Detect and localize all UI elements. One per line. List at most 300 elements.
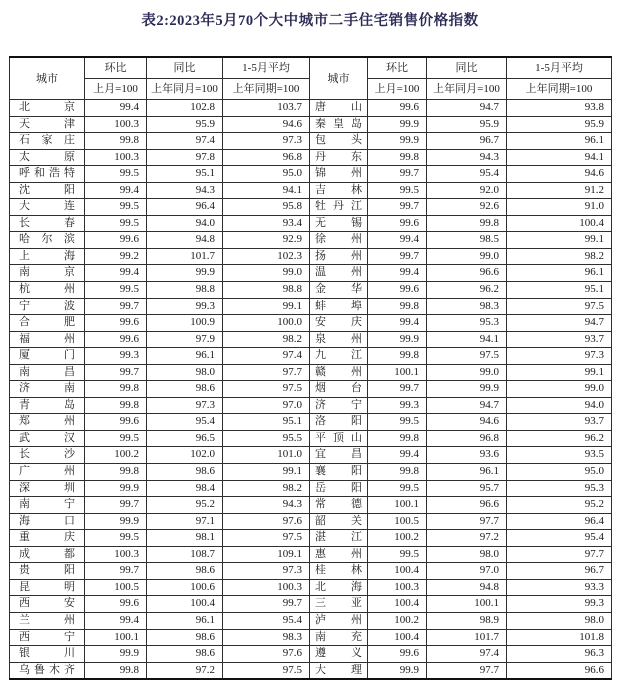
table-row — [10, 414, 612, 431]
city-cell: 青岛 — [10, 397, 85, 414]
value-cell: 99.8 — [368, 298, 427, 315]
value-cell: 99.1 — [223, 298, 310, 315]
header-city-left: 城市 — [10, 57, 85, 100]
value-cell: 99.9 — [368, 116, 427, 133]
value-cell: 100.3 — [85, 116, 147, 133]
city-cell: 蚌埠 — [310, 298, 368, 315]
value-cell: 95.5 — [223, 430, 310, 447]
value-cell: 98.8 — [147, 282, 223, 299]
value-cell: 97.0 — [223, 397, 310, 414]
value-cell: 96.2 — [507, 430, 612, 447]
value-cell: 96.2 — [427, 282, 507, 299]
value-cell: 98.0 — [507, 612, 612, 629]
value-cell: 99.0 — [427, 364, 507, 381]
table-row — [10, 662, 612, 679]
city-cell: 太原 — [10, 149, 85, 166]
value-cell: 94.7 — [427, 100, 507, 117]
value-cell: 97.1 — [147, 513, 223, 530]
city-cell: 吉林 — [310, 182, 368, 199]
value-cell: 99.8 — [85, 662, 147, 679]
header-mom-right: 环比 — [368, 57, 427, 79]
city-cell: 南宁 — [10, 497, 85, 514]
value-cell: 102.8 — [147, 100, 223, 117]
value-cell: 97.9 — [147, 331, 223, 348]
value-cell: 94.6 — [427, 414, 507, 431]
value-cell: 95.4 — [223, 612, 310, 629]
header-mom-base-right: 上月=100 — [368, 79, 427, 100]
value-cell: 100.4 — [368, 596, 427, 613]
header-city-right: 城市 — [310, 57, 368, 100]
value-cell: 99.5 — [368, 414, 427, 431]
value-cell: 98.6 — [147, 464, 223, 481]
value-cell: 101.7 — [427, 629, 507, 646]
value-cell: 91.0 — [507, 199, 612, 216]
table-row — [10, 530, 612, 547]
value-cell: 102.3 — [223, 248, 310, 265]
value-cell: 99.9 — [427, 381, 507, 398]
value-cell: 97.8 — [147, 149, 223, 166]
table-row — [10, 480, 612, 497]
city-cell: 广州 — [10, 464, 85, 481]
value-cell: 98.3 — [223, 629, 310, 646]
value-cell: 96.5 — [147, 430, 223, 447]
city-cell: 北京 — [10, 100, 85, 117]
value-cell: 99.4 — [368, 232, 427, 249]
value-cell: 94.7 — [427, 397, 507, 414]
value-cell: 99.8 — [85, 133, 147, 150]
header-yoy-left: 同比 — [147, 57, 223, 79]
value-cell: 99.6 — [85, 414, 147, 431]
city-cell: 秦皇岛 — [310, 116, 368, 133]
value-cell: 93.5 — [507, 447, 612, 464]
table-row — [10, 497, 612, 514]
value-cell: 99.6 — [85, 232, 147, 249]
value-cell: 100.2 — [368, 530, 427, 547]
value-cell: 99.7 — [368, 248, 427, 265]
value-cell: 94.6 — [223, 116, 310, 133]
value-cell: 99.5 — [368, 480, 427, 497]
value-cell: 100.1 — [427, 596, 507, 613]
table-row — [10, 596, 612, 613]
city-cell: 平顶山 — [310, 430, 368, 447]
value-cell: 95.1 — [147, 166, 223, 183]
value-cell: 99.5 — [85, 282, 147, 299]
city-cell: 银川 — [10, 646, 85, 663]
city-cell: 长春 — [10, 215, 85, 232]
value-cell: 94.0 — [147, 215, 223, 232]
value-cell: 97.6 — [223, 646, 310, 663]
city-cell: 北海 — [310, 579, 368, 596]
table-row — [10, 199, 612, 216]
header-avg-base-left: 上年同期=100 — [223, 79, 310, 100]
table-row — [10, 116, 612, 133]
city-cell: 长沙 — [10, 447, 85, 464]
city-cell: 襄阳 — [310, 464, 368, 481]
value-cell: 95.1 — [223, 414, 310, 431]
value-cell: 98.0 — [427, 546, 507, 563]
value-cell: 95.0 — [223, 166, 310, 183]
city-cell: 石家庄 — [10, 133, 85, 150]
value-cell: 96.7 — [507, 563, 612, 580]
city-cell: 洛阳 — [310, 414, 368, 431]
value-cell: 98.1 — [147, 530, 223, 547]
value-cell: 98.2 — [223, 331, 310, 348]
value-cell: 99.9 — [368, 133, 427, 150]
city-cell: 无锡 — [310, 215, 368, 232]
value-cell: 99.7 — [368, 381, 427, 398]
value-cell: 100.1 — [368, 497, 427, 514]
value-cell: 100.4 — [368, 629, 427, 646]
header-avg-left: 1-5月平均 — [223, 57, 310, 79]
city-cell: 三亚 — [310, 596, 368, 613]
value-cell: 98.6 — [147, 563, 223, 580]
city-cell: 惠州 — [310, 546, 368, 563]
value-cell: 99.4 — [368, 447, 427, 464]
value-cell: 99.1 — [223, 464, 310, 481]
value-cell: 98.8 — [223, 282, 310, 299]
header-avg-right: 1-5月平均 — [507, 57, 612, 79]
value-cell: 97.2 — [147, 662, 223, 679]
value-cell: 93.7 — [507, 414, 612, 431]
value-cell: 99.7 — [368, 199, 427, 216]
value-cell: 97.5 — [223, 530, 310, 547]
table-row — [10, 348, 612, 365]
value-cell: 99.6 — [368, 282, 427, 299]
value-cell: 100.2 — [85, 447, 147, 464]
city-cell: 济南 — [10, 381, 85, 398]
value-cell: 96.1 — [507, 265, 612, 282]
value-cell: 94.7 — [507, 315, 612, 332]
value-cell: 99.0 — [427, 248, 507, 265]
city-cell: 成都 — [10, 546, 85, 563]
value-cell: 99.7 — [85, 298, 147, 315]
value-cell: 92.6 — [427, 199, 507, 216]
table-row — [10, 397, 612, 414]
value-cell: 98.6 — [147, 646, 223, 663]
city-cell: 锦州 — [310, 166, 368, 183]
value-cell: 98.3 — [427, 298, 507, 315]
value-cell: 100.3 — [85, 546, 147, 563]
city-cell: 合肥 — [10, 315, 85, 332]
table-row — [10, 563, 612, 580]
city-cell: 包头 — [310, 133, 368, 150]
value-cell: 95.2 — [507, 497, 612, 514]
value-cell: 93.8 — [507, 100, 612, 117]
city-cell: 海口 — [10, 513, 85, 530]
value-cell: 96.6 — [427, 265, 507, 282]
value-cell: 96.1 — [507, 133, 612, 150]
table-row — [10, 447, 612, 464]
value-cell: 99.6 — [85, 596, 147, 613]
value-cell: 99.7 — [85, 563, 147, 580]
value-cell: 95.9 — [427, 116, 507, 133]
table-header — [10, 57, 612, 100]
city-cell: 桂林 — [310, 563, 368, 580]
city-cell: 上海 — [10, 248, 85, 265]
value-cell: 108.7 — [147, 546, 223, 563]
value-cell: 100.9 — [147, 315, 223, 332]
value-cell: 99.9 — [85, 480, 147, 497]
value-cell: 100.3 — [223, 579, 310, 596]
value-cell: 97.4 — [223, 348, 310, 365]
city-cell: 泉州 — [310, 331, 368, 348]
city-cell: 金华 — [310, 282, 368, 299]
value-cell: 96.3 — [507, 646, 612, 663]
value-cell: 98.6 — [147, 381, 223, 398]
value-cell: 97.7 — [427, 513, 507, 530]
value-cell: 99.3 — [507, 596, 612, 613]
value-cell: 100.4 — [507, 215, 612, 232]
header-yoy-base-left: 上年同月=100 — [147, 79, 223, 100]
value-cell: 97.4 — [427, 646, 507, 663]
value-cell: 96.8 — [427, 430, 507, 447]
value-cell: 93.6 — [427, 447, 507, 464]
city-cell: 福州 — [10, 331, 85, 348]
value-cell: 100.1 — [85, 629, 147, 646]
value-cell: 109.1 — [223, 546, 310, 563]
value-cell: 97.0 — [427, 563, 507, 580]
value-cell: 97.6 — [223, 513, 310, 530]
table-row — [10, 133, 612, 150]
header-avg-base-right: 上年同期=100 — [507, 79, 612, 100]
city-cell: 泸州 — [310, 612, 368, 629]
table-row — [10, 646, 612, 663]
value-cell: 95.0 — [507, 464, 612, 481]
value-cell: 99.6 — [368, 646, 427, 663]
city-cell: 厦门 — [10, 348, 85, 365]
value-cell: 103.7 — [223, 100, 310, 117]
table-row — [10, 464, 612, 481]
city-cell: 贵阳 — [10, 563, 85, 580]
value-cell: 97.4 — [147, 133, 223, 150]
value-cell: 94.1 — [223, 182, 310, 199]
value-cell: 95.4 — [427, 166, 507, 183]
table-row — [10, 182, 612, 199]
value-cell: 94.3 — [147, 182, 223, 199]
value-cell: 94.1 — [507, 149, 612, 166]
value-cell: 96.8 — [223, 149, 310, 166]
value-cell: 100.0 — [223, 315, 310, 332]
city-cell: 九江 — [310, 348, 368, 365]
city-cell: 湛江 — [310, 530, 368, 547]
value-cell: 100.3 — [85, 149, 147, 166]
city-cell: 天津 — [10, 116, 85, 133]
city-cell: 烟台 — [310, 381, 368, 398]
value-cell: 99.5 — [368, 546, 427, 563]
city-cell: 南昌 — [10, 364, 85, 381]
value-cell: 99.5 — [85, 199, 147, 216]
value-cell: 99.0 — [223, 265, 310, 282]
table-row — [10, 579, 612, 596]
table-row — [10, 315, 612, 332]
value-cell: 97.5 — [507, 298, 612, 315]
value-cell: 97.7 — [507, 546, 612, 563]
value-cell: 97.5 — [427, 348, 507, 365]
city-cell: 济宁 — [310, 397, 368, 414]
city-cell: 岳阳 — [310, 480, 368, 497]
city-cell: 徐州 — [310, 232, 368, 249]
city-cell: 沈阳 — [10, 182, 85, 199]
value-cell: 96.1 — [147, 348, 223, 365]
value-cell: 97.3 — [223, 563, 310, 580]
city-cell: 大理 — [310, 662, 368, 679]
table-row — [10, 629, 612, 646]
value-cell: 95.8 — [223, 199, 310, 216]
value-cell: 99.8 — [368, 149, 427, 166]
city-cell: 哈尔滨 — [10, 232, 85, 249]
table-row — [10, 215, 612, 232]
table-row — [10, 381, 612, 398]
value-cell: 94.6 — [507, 166, 612, 183]
table-row — [10, 331, 612, 348]
value-cell: 99.8 — [368, 430, 427, 447]
value-cell: 96.1 — [147, 612, 223, 629]
city-cell: 乌鲁木齐 — [10, 662, 85, 679]
city-cell: 西宁 — [10, 629, 85, 646]
value-cell: 99.9 — [147, 265, 223, 282]
table-row — [10, 612, 612, 629]
city-cell: 呼和浩特 — [10, 166, 85, 183]
value-cell: 98.5 — [427, 232, 507, 249]
value-cell: 99.8 — [368, 464, 427, 481]
value-cell: 97.3 — [507, 348, 612, 365]
value-cell: 99.8 — [427, 215, 507, 232]
value-cell: 96.7 — [427, 133, 507, 150]
table-row — [10, 149, 612, 166]
value-cell: 99.3 — [85, 348, 147, 365]
table-row — [10, 166, 612, 183]
value-cell: 99.5 — [85, 166, 147, 183]
value-cell: 100.2 — [368, 612, 427, 629]
value-cell: 96.6 — [507, 662, 612, 679]
value-cell: 94.8 — [147, 232, 223, 249]
value-cell: 95.2 — [147, 497, 223, 514]
value-cell: 99.1 — [507, 364, 612, 381]
value-cell: 102.0 — [147, 447, 223, 464]
value-cell: 100.6 — [147, 579, 223, 596]
value-cell: 99.4 — [85, 612, 147, 629]
header-yoy-base-right: 上年同月=100 — [427, 79, 507, 100]
value-cell: 99.8 — [85, 464, 147, 481]
value-cell: 95.9 — [507, 116, 612, 133]
city-cell: 丹东 — [310, 149, 368, 166]
value-cell: 99.9 — [368, 662, 427, 679]
city-cell: 重庆 — [10, 530, 85, 547]
value-cell: 96.4 — [507, 513, 612, 530]
value-cell: 95.4 — [507, 530, 612, 547]
value-cell: 97.3 — [223, 133, 310, 150]
value-cell: 99.0 — [507, 381, 612, 398]
value-cell: 99.3 — [368, 397, 427, 414]
table-row — [10, 546, 612, 563]
value-cell: 99.6 — [85, 331, 147, 348]
city-cell: 温州 — [310, 265, 368, 282]
value-cell: 99.9 — [85, 513, 147, 530]
value-cell: 98.4 — [147, 480, 223, 497]
value-cell: 99.7 — [223, 596, 310, 613]
value-cell: 95.1 — [507, 282, 612, 299]
city-cell: 大连 — [10, 199, 85, 216]
table-row — [10, 248, 612, 265]
value-cell: 98.0 — [147, 364, 223, 381]
value-cell: 99.1 — [507, 232, 612, 249]
table-title: 表2:2023年5月70个大中城市二手住宅销售价格指数 — [141, 13, 479, 29]
value-cell: 99.5 — [85, 530, 147, 547]
value-cell: 99.5 — [368, 182, 427, 199]
value-cell: 94.8 — [427, 579, 507, 596]
city-cell: 韶关 — [310, 513, 368, 530]
table-row — [10, 265, 612, 282]
value-cell: 97.7 — [427, 662, 507, 679]
value-cell: 98.2 — [507, 248, 612, 265]
header-mom-base-left: 上月=100 — [85, 79, 147, 100]
value-cell: 97.5 — [223, 662, 310, 679]
value-cell: 101.0 — [223, 447, 310, 464]
value-cell: 99.9 — [368, 331, 427, 348]
table-row — [10, 232, 612, 249]
value-cell: 101.8 — [507, 629, 612, 646]
value-cell: 99.8 — [368, 348, 427, 365]
value-cell: 99.4 — [85, 182, 147, 199]
table-row — [10, 513, 612, 530]
city-cell: 赣州 — [310, 364, 368, 381]
value-cell: 95.7 — [427, 480, 507, 497]
value-cell: 95.3 — [507, 480, 612, 497]
city-cell: 安庆 — [310, 315, 368, 332]
city-cell: 郑州 — [10, 414, 85, 431]
value-cell: 99.9 — [85, 646, 147, 663]
value-cell: 98.9 — [427, 612, 507, 629]
header-yoy-right: 同比 — [427, 57, 507, 79]
value-cell: 92.9 — [223, 232, 310, 249]
value-cell: 94.3 — [223, 497, 310, 514]
table-row — [10, 364, 612, 381]
value-cell: 98.6 — [147, 629, 223, 646]
value-cell: 100.1 — [368, 364, 427, 381]
table-row — [10, 298, 612, 315]
value-cell: 99.5 — [85, 215, 147, 232]
value-cell: 99.4 — [85, 100, 147, 117]
city-cell: 深圳 — [10, 480, 85, 497]
header-mom-left: 环比 — [85, 57, 147, 79]
city-cell: 武汉 — [10, 430, 85, 447]
value-cell: 99.5 — [85, 430, 147, 447]
value-cell: 99.7 — [85, 497, 147, 514]
table-row — [10, 100, 612, 117]
city-cell: 唐山 — [310, 100, 368, 117]
header-row-1 — [10, 57, 612, 79]
value-cell: 99.4 — [368, 315, 427, 332]
value-cell: 99.7 — [368, 166, 427, 183]
value-cell: 91.2 — [507, 182, 612, 199]
value-cell: 98.2 — [223, 480, 310, 497]
city-cell: 牡丹江 — [310, 199, 368, 216]
table-row — [10, 430, 612, 447]
value-cell: 99.6 — [368, 215, 427, 232]
value-cell: 96.6 — [427, 497, 507, 514]
value-cell: 95.4 — [147, 414, 223, 431]
table-row — [10, 282, 612, 299]
value-cell: 97.5 — [223, 381, 310, 398]
city-cell: 宁波 — [10, 298, 85, 315]
value-cell: 99.8 — [85, 397, 147, 414]
value-cell: 99.7 — [85, 364, 147, 381]
value-cell: 93.4 — [223, 215, 310, 232]
city-cell: 杭州 — [10, 282, 85, 299]
city-cell: 宜昌 — [310, 447, 368, 464]
price-index-table — [9, 56, 612, 680]
value-cell: 97.7 — [223, 364, 310, 381]
